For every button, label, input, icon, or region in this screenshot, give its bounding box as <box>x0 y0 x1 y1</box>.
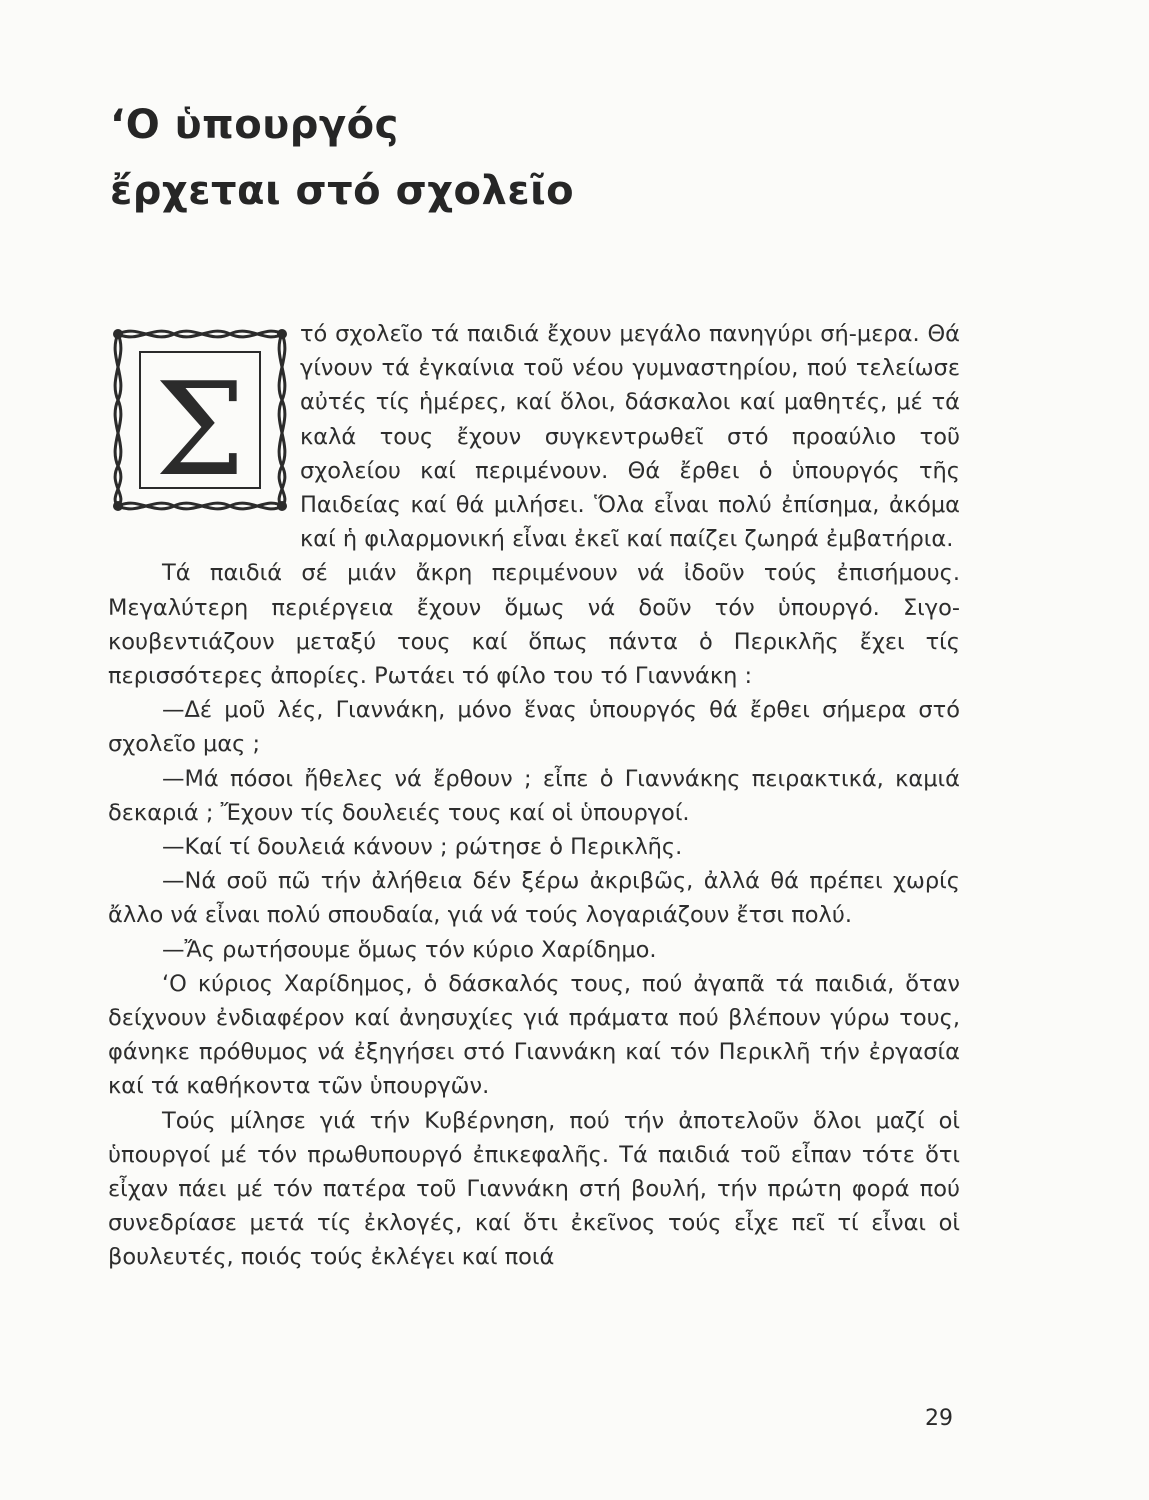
paragraph: Τά παιδιά σέ μιάν ἄκρη περιμένουν νά ἰδοῦν τούς ἐπισήμους. Μεγαλύτερη περιέργεια ἔχουν ὅμως νά δοῦν τόν ὑπουργό. Σιγο-κουβεντιάζουν μεταξύ τους καί ὅπως πάντα ὁ Περικλῆς ἔχει τίς περισσότερες ἀπορίες. Ρωτάει τό φίλο του τό Γιαννάκη : <box>108 560 960 690</box>
paragraph: τό σχολεῖο τά παιδιά ἔχουν μεγάλο πανηγύρι σή-μερα. Θά γίνουν τά ἐγκαίνια τοῦ νέου γυμναστηρίου, πού τελείωσε αὐτές τίς ἡμέρες, καί ὅλοι, δάσκαλοι καί μαθητές, μέ τά καλά τους ἔχουν συγκεντρωθεῖ στό προαύλιο τοῦ σχολείου καί περιμένουν. Θά ἔρθει ὁ ὑπουργός τῆς Παιδείας καί θά μιλήσει. Ὅλα εἶναι πολύ ἐπίσημα, ἀκόμα καί ἡ φιλαρμονική εἶναι ἐκεῖ καί παίζει ζωηρά ἐμβατήρια. <box>300 321 960 553</box>
chapter-title-line-1: ‘Ο ὑπουργός <box>110 102 399 148</box>
dialogue-line: —Καί τί δουλειά κάνουν ; ρώτησε ὁ Περικλῆς. <box>162 834 683 861</box>
chapter-title <box>110 92 574 224</box>
dialogue-line: —Μά πόσοι ἤθελες νά ἔρθουν ; εἶπε ὁ Γιαννάκης πειρακτικά, καμιά δεκαριά ; Ἔχουν τίς δουλειές τους καί οἱ ὑπουργοί. <box>108 765 960 826</box>
body-text <box>108 317 960 1275</box>
dialogue-line: —Ἄς ρωτήσουμε ὅμως τόν κύριο Χαρίδημο. <box>162 936 657 963</box>
chapter-title-line-2: ἔρχεται στό σχολεῖο <box>110 168 575 214</box>
dialogue-line: —Νά σοῦ πῶ τήν ἀλήθεια δέν ξέρω ἀκριβῶς, ἀλλά θά πρέπει χωρίς ἄλλο νά εἶναι πολύ σπουδαία, γιά νά τούς λογαριάζουν ἔτσι πολύ. <box>108 868 960 929</box>
page-number: 29 <box>925 1406 953 1431</box>
paragraph: ‘Ο κύριος Χαρίδημος, ὁ δάσκαλός τους, πού ἀγαπᾶ τά παιδιά, ὅταν δείχνουν ἐνδιαφέρον καί ἀνησυχίες γιά πράματα πού βλέπουν γύρω τους, φάνηκε πρόθυμος νά ἐξηγήσει στό Γιαννάκη καί τόν Περικλῆ τήν ἐργασία καί τά καθήκοντα τῶν ὑπουργῶν. <box>108 970 960 1100</box>
paragraph: Τούς μίλησε γιά τήν Κυβέρνηση, πού τήν ἀποτελοῦν ὅλοι μαζί οἱ ὑπουργοί μέ τόν πρωθυπουργό ἐπικεφαλῆς. Τά παιδιά τοῦ εἶπαν τότε ὅτι εἶχαν πάει μέ τόν πατέρα τοῦ Γιαννάκη στή βουλή, τήν πρώτη φορά πού συνεδρίασε μετά τίς ἐκλογές, καί ὅτι ἐκεῖνος τούς εἶχε πεῖ τί εἶναι οἱ βουλευτές, ποιός τούς ἐκλέγει καί ποιά <box>108 1107 960 1271</box>
dialogue-line: —Δέ μοῦ λές, Γιαννάκη, μόνο ἕνας ὑπουργός θά ἔρθει σήμερα στό σχολεῖο μας ; <box>108 697 960 758</box>
drop-cap-letter: Σ <box>154 356 246 505</box>
